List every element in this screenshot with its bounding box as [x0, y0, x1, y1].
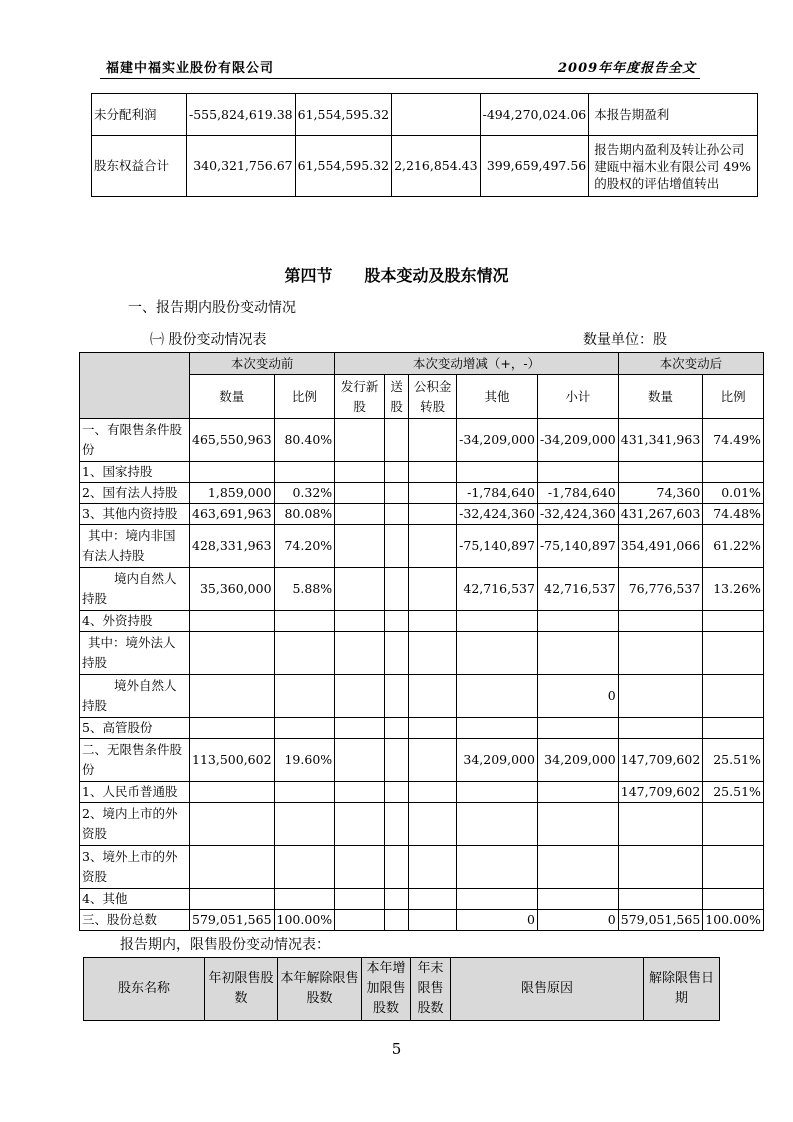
header-new-issue: 发行新股	[335, 375, 385, 419]
cell-value	[457, 718, 538, 739]
cell-value	[274, 889, 335, 910]
row-label: 2、境内上市的外资股	[80, 803, 190, 846]
cell-value: 74.49%	[703, 419, 764, 462]
cell-value	[190, 675, 275, 718]
cell-value: -494,270,024.06	[480, 94, 589, 136]
cell-value	[335, 419, 385, 462]
cell-value	[618, 846, 703, 889]
cell-value	[274, 803, 335, 846]
cell-value: 76,776,537	[618, 568, 703, 611]
table-row	[92, 94, 758, 136]
header-other: 其他	[457, 375, 538, 419]
cell-value	[618, 611, 703, 632]
row-label: 股东权益合计	[92, 136, 187, 197]
cell-value: 80.08%	[274, 504, 335, 525]
cell-value	[274, 718, 335, 739]
cell-value	[190, 611, 275, 632]
table-row	[80, 483, 764, 504]
cell-value	[409, 739, 457, 782]
cell-note: 报告期内盈利及转让孙公司建瓯中福木业有限公司 49%的股权的评估增值转出	[589, 136, 758, 197]
cell-value	[385, 910, 409, 931]
cell-value	[335, 910, 385, 931]
cell-value	[385, 739, 409, 782]
row-label: 3、其他内资持股	[80, 504, 190, 525]
cell-value	[190, 462, 275, 483]
cell-value	[409, 803, 457, 846]
cell-value	[409, 632, 457, 675]
cell-value	[274, 846, 335, 889]
cell-value	[335, 632, 385, 675]
cell-value	[335, 846, 385, 889]
cell-value	[409, 611, 457, 632]
cell-value: -1,784,640	[537, 483, 618, 504]
cell-value	[335, 782, 385, 803]
table-row	[80, 568, 764, 611]
cell-value: -75,140,897	[457, 525, 538, 568]
header-divider	[100, 78, 700, 79]
cell-value: 431,341,963	[618, 419, 703, 462]
cell-value	[457, 803, 538, 846]
cell-value: 34,209,000	[457, 739, 538, 782]
cell-value: -34,209,000	[457, 419, 538, 462]
cell-value: 61.22%	[703, 525, 764, 568]
row-label: 2、国有法人持股	[80, 483, 190, 504]
row-label: 三、股份总数	[80, 910, 190, 931]
table-row	[80, 803, 764, 846]
cell-value	[703, 611, 764, 632]
cell-value: 35,360,000	[190, 568, 275, 611]
cell-value	[385, 419, 409, 462]
table-row	[80, 525, 764, 568]
cell-value: 399,659,497.56	[480, 136, 589, 197]
share-change-table	[79, 352, 764, 931]
cell-value	[385, 611, 409, 632]
cell-value	[274, 462, 335, 483]
cell-value	[409, 462, 457, 483]
table-row	[80, 611, 764, 632]
cell-value	[618, 803, 703, 846]
restricted-share-table	[83, 957, 720, 1021]
header-corner	[80, 353, 190, 419]
header-before: 本次变动前	[190, 353, 335, 375]
header-end-restricted: 年末限售股数	[411, 958, 451, 1021]
cell-value	[703, 889, 764, 910]
cell-value: 465,550,963	[190, 419, 275, 462]
row-label: 其中：境内非国有法人持股	[80, 525, 190, 568]
cell-value: 2,216,854.43	[392, 136, 481, 197]
table-row	[80, 675, 764, 718]
cell-value	[409, 525, 457, 568]
cell-value	[335, 718, 385, 739]
header-change: 本次变动增减（+，-）	[335, 353, 619, 375]
cell-value	[409, 419, 457, 462]
cell-value	[335, 568, 385, 611]
header-qty: 数量	[190, 375, 275, 419]
header-ratio: 比例	[274, 375, 335, 419]
cell-value	[409, 910, 457, 931]
cell-value	[409, 675, 457, 718]
cell-value: 0	[537, 910, 618, 931]
cell-value: 19.60%	[274, 739, 335, 782]
cell-value	[618, 632, 703, 675]
header-bonus: 送股	[385, 375, 409, 419]
row-label: 境内自然人持股	[80, 568, 190, 611]
header-release-date: 解除限售日期	[644, 958, 720, 1021]
table-row	[80, 910, 764, 931]
cell-value: 61,554,595.32	[295, 136, 391, 197]
header-shareholder: 股东名称	[84, 958, 205, 1021]
table-row	[80, 782, 764, 803]
cell-value: 5.88%	[274, 568, 335, 611]
cell-value: -32,424,360	[537, 504, 618, 525]
subsection-heading: 一、报告期内股份变动情况	[128, 300, 296, 316]
cell-value	[385, 632, 409, 675]
header-row	[84, 958, 720, 1021]
cell-value: 431,267,603	[618, 504, 703, 525]
cell-value	[703, 675, 764, 718]
cell-value	[385, 889, 409, 910]
cell-value	[385, 568, 409, 611]
cell-value	[409, 782, 457, 803]
cell-value	[335, 803, 385, 846]
cell-value: 80.40%	[274, 419, 335, 462]
row-label: 二、无限售条件股份	[80, 739, 190, 782]
cell-value	[618, 675, 703, 718]
table-row	[92, 136, 758, 197]
cell-value	[409, 504, 457, 525]
cell-value	[618, 462, 703, 483]
cell-value	[385, 483, 409, 504]
cell-value: -32,424,360	[457, 504, 538, 525]
cell-value: 25.51%	[703, 782, 764, 803]
cell-value	[537, 846, 618, 889]
cell-value	[335, 739, 385, 782]
cell-value	[385, 525, 409, 568]
cell-value	[190, 889, 275, 910]
cell-value	[457, 782, 538, 803]
cell-value: 463,691,963	[190, 504, 275, 525]
row-label: 其中：境外法人持股	[80, 632, 190, 675]
cell-value	[537, 611, 618, 632]
cell-value	[537, 782, 618, 803]
cell-value: 42,716,537	[537, 568, 618, 611]
cell-value: 74,360	[618, 483, 703, 504]
cell-value: 0	[457, 910, 538, 931]
header-added: 本年增加限售股数	[362, 958, 411, 1021]
cell-value: -75,140,897	[537, 525, 618, 568]
row-label: 4、其他	[80, 889, 190, 910]
cell-value	[190, 632, 275, 675]
row-label: 未分配利润	[92, 94, 187, 136]
cell-value	[409, 483, 457, 504]
cell-value	[537, 889, 618, 910]
cell-value: 74.20%	[274, 525, 335, 568]
cell-value	[274, 675, 335, 718]
cell-value: 340,321,756.67	[187, 136, 296, 197]
cell-value	[335, 483, 385, 504]
cell-value: 0.01%	[703, 483, 764, 504]
section-title: 第四节 股本变动及股东情况	[284, 266, 509, 285]
header-qty-after: 数量	[618, 375, 703, 419]
cell-value	[537, 462, 618, 483]
table-row	[80, 632, 764, 675]
cell-value: -34,209,000	[537, 419, 618, 462]
cell-value	[457, 611, 538, 632]
header-reserve: 公积金转股	[409, 375, 457, 419]
row-label: 1、国家持股	[80, 462, 190, 483]
cell-value	[537, 718, 618, 739]
page-number: 5	[391, 1040, 402, 1058]
cell-value	[618, 889, 703, 910]
header-company: 福建中福实业股份有限公司	[106, 61, 275, 76]
cell-value	[335, 675, 385, 718]
cell-value	[457, 462, 538, 483]
cell-value	[335, 889, 385, 910]
cell-value	[703, 632, 764, 675]
row-label: 境外自然人持股	[80, 675, 190, 718]
cell-value: 113,500,602	[190, 739, 275, 782]
cell-value	[457, 889, 538, 910]
cell-value	[409, 568, 457, 611]
header-report-title: 2009年年度报告全文	[558, 61, 697, 76]
table-row	[80, 846, 764, 889]
cell-note: 本报告期盈利	[589, 94, 758, 136]
cell-value	[457, 846, 538, 889]
table-row	[80, 889, 764, 910]
cell-value	[385, 782, 409, 803]
cell-value: 13.26%	[703, 568, 764, 611]
header-start-restricted: 年初限售股数	[205, 958, 278, 1021]
header-reason: 限售原因	[451, 958, 644, 1021]
table-row	[80, 718, 764, 739]
header-after: 本次变动后	[618, 353, 763, 375]
cell-value	[457, 632, 538, 675]
cell-value	[190, 718, 275, 739]
header-subtotal: 小计	[537, 375, 618, 419]
cell-value	[392, 94, 481, 136]
cell-value	[409, 889, 457, 910]
cell-value	[274, 632, 335, 675]
cell-value	[385, 803, 409, 846]
cell-value: 25.51%	[703, 739, 764, 782]
cell-value	[274, 782, 335, 803]
header-ratio-after: 比例	[703, 375, 764, 419]
table-row	[80, 504, 764, 525]
cell-value: -1,784,640	[457, 483, 538, 504]
cell-value: 1,859,000	[190, 483, 275, 504]
cell-value	[385, 846, 409, 889]
unit-label: 数量单位：股	[583, 332, 667, 348]
row-label: 一、有限售条件股份	[80, 419, 190, 462]
cell-value	[618, 718, 703, 739]
cell-value	[409, 846, 457, 889]
cell-value: 428,331,963	[190, 525, 275, 568]
cell-value	[385, 462, 409, 483]
restricted-intro: 报告期内，限售股份变动情况表：	[120, 937, 330, 953]
cell-value	[409, 718, 457, 739]
row-label: 1、人民币普通股	[80, 782, 190, 803]
cell-value	[274, 611, 335, 632]
header-row	[80, 353, 764, 375]
cell-value: 147,709,602	[618, 782, 703, 803]
cell-value	[190, 803, 275, 846]
cell-value: 579,051,565	[618, 910, 703, 931]
header-released: 本年解除限售股数	[278, 958, 362, 1021]
row-label: 4、外资持股	[80, 611, 190, 632]
cell-value	[703, 462, 764, 483]
cell-value: 100.00%	[703, 910, 764, 931]
table-row	[80, 739, 764, 782]
cell-value: 74.48%	[703, 504, 764, 525]
cell-value: 354,491,066	[618, 525, 703, 568]
cell-value	[537, 803, 618, 846]
row-label: 5、高管股份	[80, 718, 190, 739]
cell-value: 61,554,595.32	[295, 94, 391, 136]
cell-value	[703, 803, 764, 846]
cell-value: 147,709,602	[618, 739, 703, 782]
table-row	[80, 462, 764, 483]
cell-value	[335, 462, 385, 483]
cell-value	[537, 632, 618, 675]
cell-value	[190, 846, 275, 889]
cell-value	[335, 525, 385, 568]
cell-value	[335, 504, 385, 525]
cell-value	[385, 675, 409, 718]
cell-value	[703, 718, 764, 739]
table-row	[80, 419, 764, 462]
cell-value	[457, 675, 538, 718]
cell-value: 0	[537, 675, 618, 718]
cell-value: 0.32%	[274, 483, 335, 504]
cell-value: 579,051,565	[190, 910, 275, 931]
cell-value: 34,209,000	[537, 739, 618, 782]
cell-value	[703, 846, 764, 889]
cell-value	[385, 718, 409, 739]
row-label: 3、境外上市的外资股	[80, 846, 190, 889]
cell-value	[190, 782, 275, 803]
share-table-body	[80, 419, 764, 931]
cell-value: -555,824,619.38	[187, 94, 296, 136]
cell-value	[335, 611, 385, 632]
cell-value: 100.00%	[274, 910, 335, 931]
table-caption: ㈠ 股份变动情况表	[150, 332, 267, 348]
equity-table	[91, 93, 758, 197]
cell-value: 42,716,537	[457, 568, 538, 611]
cell-value	[385, 504, 409, 525]
